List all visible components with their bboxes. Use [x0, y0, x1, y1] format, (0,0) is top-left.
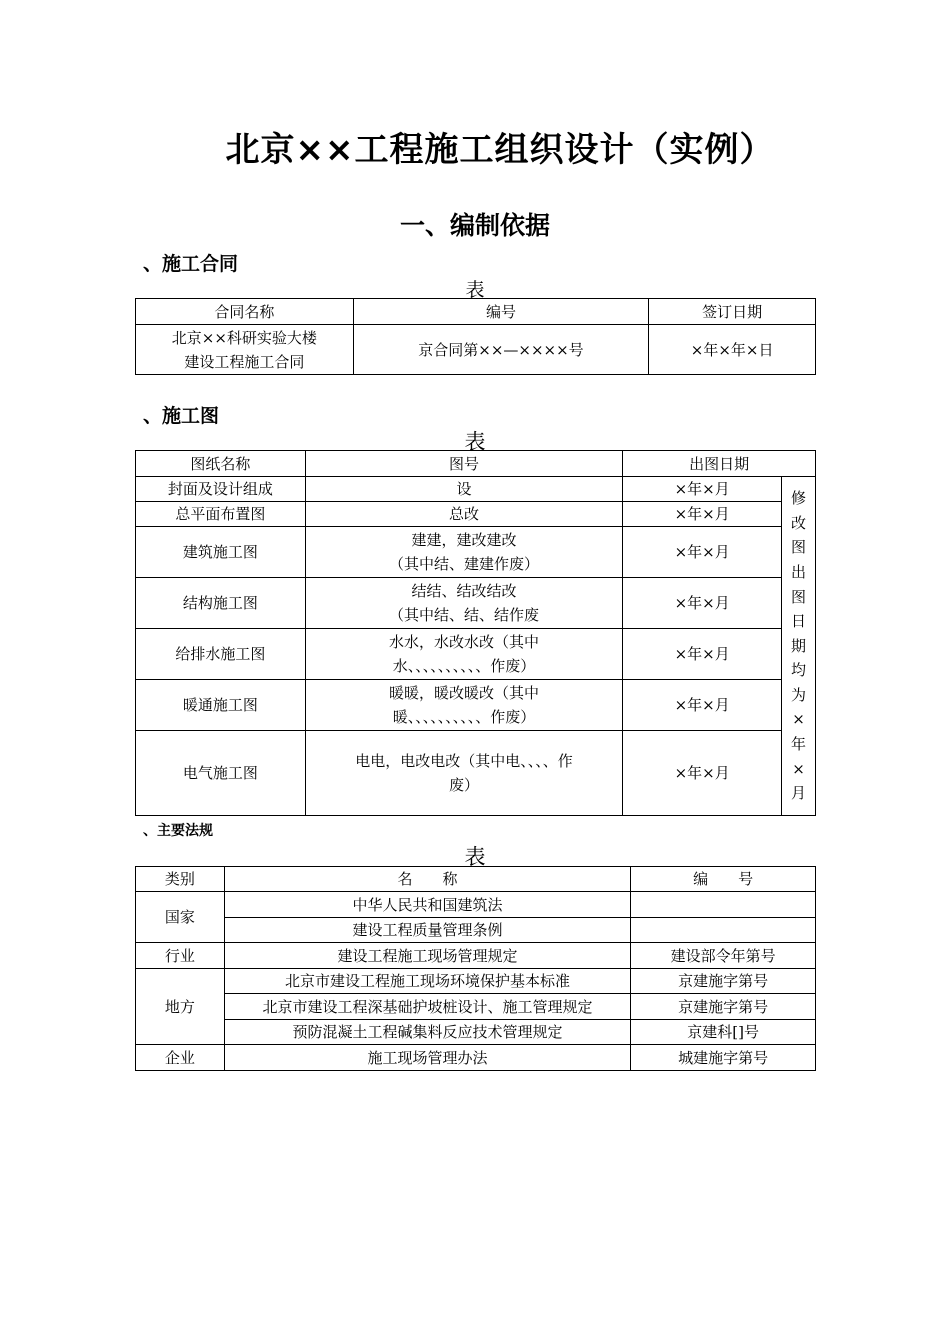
document-title: 北京××工程施工组织设计（实例） — [225, 130, 775, 170]
drawing-code-line: 废） — [448, 776, 479, 794]
drawings-table — [135, 450, 816, 816]
table-header-row — [136, 299, 816, 325]
contract-name-cell — [136, 325, 354, 375]
category-cell: 地方 — [136, 969, 225, 1045]
side-note-char: × — [792, 710, 805, 729]
regulation-code-cell: 京建施字第号 — [631, 969, 816, 994]
table-row — [136, 680, 816, 731]
drawing-date-cell: ×年×月 — [623, 578, 782, 629]
subheading-contract: 、施工合同 — [143, 253, 239, 275]
drawing-code-cell: 总改 — [305, 502, 623, 527]
drawing-date-cell: ×年×月 — [623, 731, 782, 816]
drawing-code-cell — [305, 680, 623, 731]
drawing-code-line: 结结、结改结改 — [411, 582, 517, 600]
side-note-char: 期 — [790, 636, 806, 655]
table-row — [136, 892, 816, 918]
regulation-name-cell: 北京市建设工程深基础护坡桩设计、施工管理规定 — [224, 994, 630, 1020]
drawing-code-cell — [305, 629, 623, 680]
drawing-date-cell: ×年×月 — [623, 527, 782, 578]
table-row — [136, 325, 816, 375]
regulations-table — [135, 866, 816, 1071]
section-heading-basis: 一、编制依据 — [399, 211, 550, 240]
drawing-name-cell: 封面及设计组成 — [136, 477, 306, 502]
regulations-table-caption: 表 — [464, 845, 486, 869]
regulation-name-cell: 建设工程施工现场管理规定 — [224, 943, 630, 969]
regulation-code-cell: 城建施字第号 — [631, 1045, 816, 1071]
regulation-code-cell: 京建科[]号 — [631, 1020, 816, 1045]
regulation-name-cell: 施工现场管理办法 — [224, 1045, 630, 1071]
drawing-name-cell: 建筑施工图 — [136, 527, 306, 578]
side-note-char: 图 — [790, 538, 806, 557]
side-note-char: 年 — [790, 735, 806, 754]
drawing-code-line: 建建，建改建改 — [411, 531, 517, 549]
side-note-char: 为 — [790, 685, 806, 704]
drawing-code-line: 暖、、、、、、、、、、作废） — [392, 708, 536, 726]
header-sign-date: 签订日期 — [649, 299, 816, 325]
side-note-char: × — [792, 759, 805, 778]
drawing-code-cell — [305, 578, 623, 629]
drawing-code-cell — [305, 731, 623, 816]
drawing-code-cell — [305, 527, 623, 578]
header-regulation-code: 编 号 — [631, 867, 816, 892]
regulation-code-cell: 建设部令年第号 — [631, 943, 816, 969]
header-drawing-code: 图号 — [305, 451, 623, 477]
drawing-name-cell: 结构施工图 — [136, 578, 306, 629]
regulation-code-cell — [631, 892, 816, 918]
side-note-char: 日 — [790, 612, 806, 631]
table-row — [136, 629, 816, 680]
subheading-regulations: 、主要法规 — [143, 823, 213, 839]
drawing-code-cell: 设 — [305, 477, 623, 502]
side-note-char: 月 — [790, 784, 806, 803]
table-row — [136, 502, 816, 527]
side-note-char: 图 — [790, 587, 806, 606]
regulation-name-cell: 中华人民共和国建筑法 — [224, 892, 630, 918]
side-note-char: 修 — [790, 489, 806, 508]
table-header-row — [136, 867, 816, 892]
drawing-code-line: 水水，水改水改（其中 — [388, 633, 539, 651]
drawing-code-line: 水、、、、、、、、、、作废） — [392, 657, 536, 675]
side-note-char: 出 — [790, 562, 806, 581]
drawing-date-cell: ×年×月 — [623, 680, 782, 731]
contract-name-line: 北京××科研实验大楼 — [171, 328, 317, 347]
category-cell: 企业 — [136, 1045, 225, 1071]
table-header-row — [136, 451, 816, 477]
drawing-date-cell: ×年×月 — [623, 502, 782, 527]
table-row — [136, 994, 816, 1020]
header-contract-number: 编号 — [353, 299, 649, 325]
table-row — [136, 578, 816, 629]
regulation-name-cell: 预防混凝土工程碱集料反应技术管理规定 — [224, 1020, 630, 1045]
side-note-char: 改 — [790, 513, 806, 532]
contract-name-line: 建设工程施工合同 — [184, 352, 305, 371]
drawing-date-cell: ×年×月 — [623, 477, 782, 502]
drawings-table-caption: 表 — [464, 430, 486, 454]
header-contract-name: 合同名称 — [136, 299, 354, 325]
subheading-drawings: 、施工图 — [143, 405, 220, 427]
drawing-code-line: （其中结、建建作废） — [388, 555, 539, 573]
category-cell: 国家 — [136, 892, 225, 943]
table-row — [136, 527, 816, 578]
table-row — [136, 1020, 816, 1045]
regulation-code-cell — [631, 918, 816, 943]
regulation-name-cell: 建设工程质量管理条例 — [224, 918, 630, 943]
side-note-cell — [782, 477, 816, 816]
table-row — [136, 918, 816, 943]
table-row — [136, 477, 816, 502]
table-row — [136, 731, 816, 816]
regulation-name-cell: 北京市建设工程施工现场环境保护基本标准 — [224, 969, 630, 994]
regulation-code-cell: 京建施字第号 — [631, 994, 816, 1020]
drawing-date-cell: ×年×月 — [623, 629, 782, 680]
table-row — [136, 1045, 816, 1071]
header-issue-date: 出图日期 — [623, 451, 816, 477]
drawing-code-line: 电电，电改电改（其中电、、、、作 — [355, 752, 573, 770]
contract-table-caption: 表 — [465, 279, 485, 301]
drawing-name-cell: 暖通施工图 — [136, 680, 306, 731]
drawing-code-line: （其中结、结、结作废 — [388, 606, 539, 624]
category-cell: 行业 — [136, 943, 225, 969]
table-row — [136, 969, 816, 994]
drawing-name-cell: 总平面布置图 — [136, 502, 306, 527]
contract-table — [135, 298, 816, 375]
drawing-code-line: 暖暖，暖改暖改（其中 — [388, 684, 539, 702]
drawing-name-cell: 给排水施工图 — [136, 629, 306, 680]
side-note-char: 均 — [790, 661, 806, 680]
header-drawing-name: 图纸名称 — [136, 451, 306, 477]
header-category: 类别 — [136, 867, 225, 892]
table-row — [136, 943, 816, 969]
contract-date-cell: ×年×年×日 — [649, 325, 816, 375]
header-regulation-name: 名 称 — [224, 867, 630, 892]
drawing-name-cell: 电气施工图 — [136, 731, 306, 816]
contract-number-cell: 京合同第××—××××号 — [353, 325, 649, 375]
